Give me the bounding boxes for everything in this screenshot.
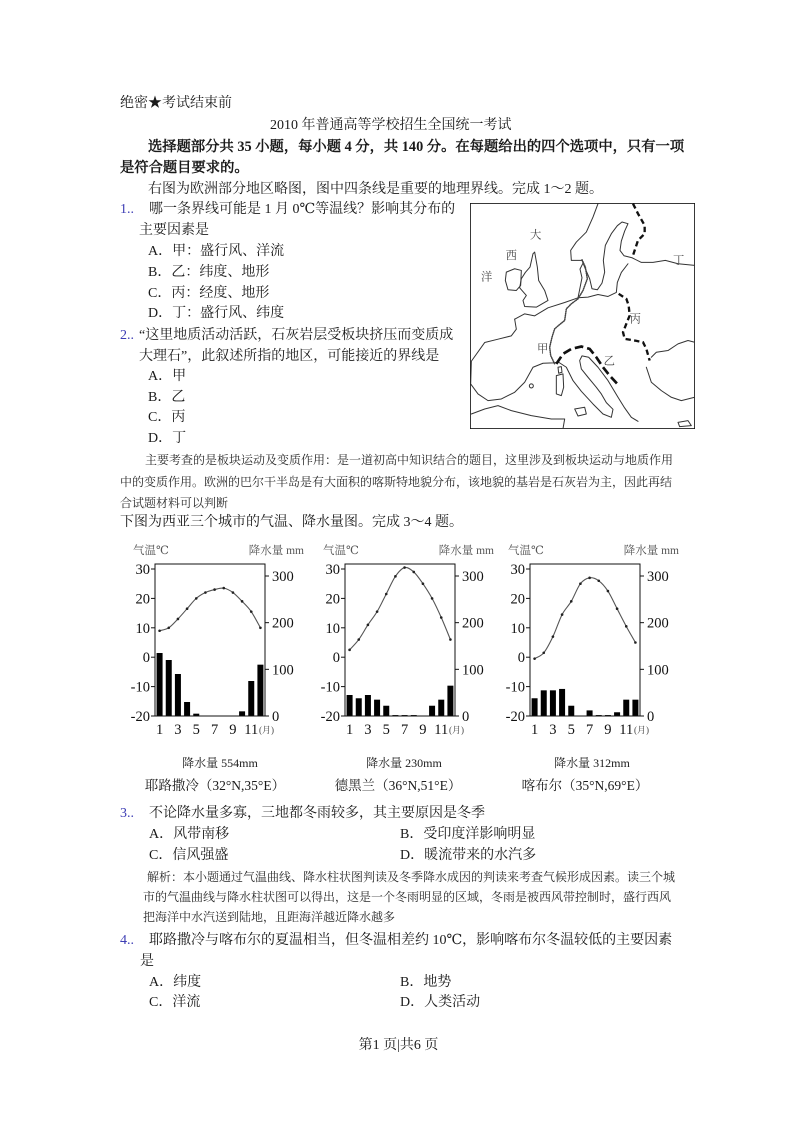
month-tick-label: 1 xyxy=(530,722,539,738)
month-tick-label: 7 xyxy=(210,722,219,738)
temperature-curve xyxy=(350,567,451,649)
month-tick-label: 5 xyxy=(567,722,575,738)
precipitation-tick-label: 300 xyxy=(462,569,484,585)
plot-frame xyxy=(345,564,455,716)
precipitation-tick-label: 300 xyxy=(272,569,294,585)
temperature-point xyxy=(552,635,555,638)
option-b[interactable]: B．受印度洋影响明显 xyxy=(400,827,536,842)
precipitation-axis-title: 降水量 mm xyxy=(248,545,304,557)
temperature-axis-title: 气温℃ xyxy=(323,545,359,557)
temperature-tick-label: 10 xyxy=(325,620,340,637)
temperature-tick-label: 20 xyxy=(510,591,525,608)
temperature-point xyxy=(616,607,619,610)
temperature-tick-label: 10 xyxy=(510,620,525,637)
month-tick-label: 7 xyxy=(400,722,409,738)
temperature-point xyxy=(440,616,443,619)
temperature-point xyxy=(431,597,434,600)
explanation-line: 主要考查的是板块运动及变质作用：是一道初高中知识结合的题目，这里涉及到板块运动与地质作用 xyxy=(145,453,674,467)
precipitation-bar xyxy=(184,702,190,716)
precipitation-bar xyxy=(438,700,444,716)
option-b[interactable]: B．地势 xyxy=(400,975,452,990)
precipitation-tick-label: 100 xyxy=(462,662,484,679)
precipitation-bar xyxy=(365,695,371,716)
temperature-point xyxy=(385,593,388,596)
temperature-point xyxy=(250,610,253,613)
temperature-tick-label: 0 xyxy=(142,650,150,667)
explanation-line: 中的变质作用。欧洲的巴尔干半岛是有大面积的喀斯特地貌分布，该地貌的基岩是石灰岩为主，因此再结 xyxy=(120,475,673,489)
month-unit-label: (月) xyxy=(634,725,649,735)
temperature-tick-label: 30 xyxy=(135,562,150,578)
map-label-bing: 丙 xyxy=(629,313,642,326)
month-tick-label: 11 xyxy=(434,722,449,738)
temperature-tick-label: -20 xyxy=(320,709,340,725)
option-c[interactable]: C．洋流 xyxy=(149,995,201,1010)
precipitation-bar xyxy=(541,690,547,716)
temperature-point xyxy=(588,577,591,580)
chart-city-caption: 德黑兰（36°N,51°E） xyxy=(334,778,462,793)
temperature-point xyxy=(449,638,452,641)
precipitation-bar xyxy=(632,700,638,716)
explanation-line: 解析：本小题通过气温曲线、降水柱状图判读及冬季降水成因的判读来考查气候形成因素。读三个城 xyxy=(147,870,676,884)
temperature-point xyxy=(561,613,564,616)
precipitation-bar xyxy=(614,712,620,716)
temperature-point xyxy=(570,600,573,603)
europe-map xyxy=(470,203,695,429)
option-d[interactable]: D．丁：盛行风、纬度 xyxy=(148,306,285,321)
temperature-tick-label: 20 xyxy=(135,591,150,608)
temperature-point xyxy=(394,575,397,578)
instructions-line-1: 选择题部分共 35 小题，每小题 4 分，共 140 分。在每题给出的四个选项中，只有一项 xyxy=(148,139,685,155)
precipitation-tick-label: 100 xyxy=(272,662,294,679)
temperature-point xyxy=(241,600,244,603)
chart-city-caption: 喀布尔（35°N,69°E） xyxy=(521,778,649,793)
precipitation-tick-label: 300 xyxy=(647,569,669,585)
month-tick-label: 5 xyxy=(192,722,200,738)
map-label-atlantic-da: 大 xyxy=(529,229,542,242)
temperature-tick-label: 10 xyxy=(135,620,150,637)
temperature-point xyxy=(348,649,351,652)
question-text: 主要因素是 xyxy=(139,223,209,238)
temperature-point xyxy=(542,651,545,654)
page-footer: 第1 页|共6 页 xyxy=(358,1038,439,1053)
precipitation-tick-label: 0 xyxy=(272,709,280,725)
temperature-tick-label: 20 xyxy=(325,591,340,608)
climate-chart-kabul xyxy=(490,540,690,745)
precipitation-tick-label: 100 xyxy=(647,662,669,679)
question-text: 耶路撒冷与喀布尔的夏温相当，但冬温相差约 10℃，影响喀布尔冬温较低的主要因素 xyxy=(149,933,673,948)
temperature-point xyxy=(367,624,370,627)
section-2-intro: 下图为西亚三个城市的气温、降水量图。完成 3～4 题。 xyxy=(120,515,463,530)
question-text: 大理石”，此叙述所指的地区，可能接近的界线是 xyxy=(139,349,440,364)
question-number: 3.. xyxy=(120,806,134,821)
temperature-tick-label: 0 xyxy=(517,650,525,667)
climate-chart-tehran xyxy=(305,540,505,745)
temperature-point xyxy=(259,627,262,630)
temperature-axis-title: 气温℃ xyxy=(508,545,544,557)
precipitation-bar xyxy=(356,698,362,716)
precipitation-tick-label: 200 xyxy=(272,615,294,632)
temperature-point xyxy=(579,582,582,585)
question-text: 哪一条界线可能是 1 月 0℃等温线？影响其分布的 xyxy=(149,202,456,217)
option-d[interactable]: D．丁 xyxy=(148,431,187,446)
precipitation-axis-title: 降水量 mm xyxy=(623,545,679,557)
temperature-point xyxy=(195,597,198,600)
temperature-axis-title: 气温℃ xyxy=(133,545,169,557)
precipitation-bar xyxy=(559,689,565,716)
temperature-curve xyxy=(535,578,636,659)
precipitation-tick-label: 0 xyxy=(462,709,470,725)
month-tick-label: 9 xyxy=(419,722,427,738)
month-tick-label: 1 xyxy=(345,722,354,738)
temperature-tick-label: 30 xyxy=(325,562,340,578)
temperature-point xyxy=(204,591,207,594)
precipitation-bar xyxy=(257,665,263,716)
section-1-intro: 右图为欧洲部分地区略图，图中四条线是重要的地理界线。完成 1～2 题。 xyxy=(148,182,603,197)
precipitation-bar xyxy=(623,700,629,716)
temperature-point xyxy=(186,607,189,610)
map-label-jia: 甲 xyxy=(536,343,549,356)
temperature-point xyxy=(222,587,225,590)
chart-precipitation-total: 降水量 312mm xyxy=(554,756,630,770)
temperature-point xyxy=(213,588,216,591)
question-text: 不论降水量多寡，三地都冬雨较多，其主要原因是冬季 xyxy=(149,806,485,821)
question-text: “这里地质活动活跃，石灰岩层受板块挤压而变质成 xyxy=(139,328,454,343)
exam-title: 2010 年普通高等学校招生全国统一考试 xyxy=(270,118,512,133)
temperature-point xyxy=(607,590,610,593)
map-label-ding: 丁 xyxy=(672,254,685,267)
chart-precipitation-total: 降水量 554mm xyxy=(182,756,258,770)
temperature-tick-label: -10 xyxy=(505,679,525,696)
month-tick-label: 9 xyxy=(229,722,237,738)
temperature-point xyxy=(177,618,180,621)
precipitation-bar xyxy=(587,710,593,716)
option-d[interactable]: D．人类活动 xyxy=(400,995,481,1010)
temperature-point xyxy=(422,582,425,585)
option-a[interactable]: A．甲 xyxy=(148,369,187,384)
precipitation-tick-label: 0 xyxy=(647,709,655,725)
temperature-point xyxy=(634,641,637,644)
map-border xyxy=(470,203,694,428)
question-number: 4.. xyxy=(120,933,134,948)
instructions-line-2: 是符合题目要求的。 xyxy=(120,160,249,176)
temperature-point xyxy=(167,627,170,630)
month-tick-label: 7 xyxy=(585,722,594,738)
precipitation-axis-title: 降水量 mm xyxy=(438,545,494,557)
temperature-curve xyxy=(160,588,261,631)
question-number: 1.. xyxy=(120,202,134,217)
option-c[interactable]: C．信风强盛 xyxy=(149,848,229,863)
option-b[interactable]: B．乙 xyxy=(148,390,186,405)
temperature-tick-label: -20 xyxy=(130,709,150,725)
temperature-point xyxy=(625,625,628,628)
temperature-tick-label: 30 xyxy=(510,562,525,578)
precipitation-bar xyxy=(429,706,435,716)
option-c[interactable]: C．丙：经度、地形 xyxy=(148,286,270,301)
temperature-point xyxy=(232,591,235,594)
precipitation-bar xyxy=(175,674,181,716)
temperature-point xyxy=(158,629,161,632)
precipitation-bar xyxy=(568,706,574,716)
precipitation-bar xyxy=(166,660,172,716)
option-c[interactable]: C．丙 xyxy=(148,410,186,425)
precipitation-bar xyxy=(383,706,389,716)
confidential-label: 绝密★考试结束前 xyxy=(120,96,232,111)
precipitation-bar xyxy=(248,681,254,716)
explanation-line: 把海洋中水汽送到陆地，且距海洋越近降水越多 xyxy=(143,910,396,924)
map-label-atlantic-yang: 洋 xyxy=(480,271,493,284)
month-tick-label: 3 xyxy=(549,722,557,738)
option-a[interactable]: A．风带南移 xyxy=(149,827,230,842)
month-tick-label: 9 xyxy=(604,722,612,738)
temperature-point xyxy=(597,579,600,582)
month-tick-label: 11 xyxy=(619,722,634,738)
explanation-line: 市的气温曲线与降水柱状图可以得出，这是一个冬雨明显的区域，冬雨是被西风带控制时，盛行西风 xyxy=(143,890,672,904)
month-tick-label: 5 xyxy=(382,722,390,738)
option-b[interactable]: B．乙：纬度、地形 xyxy=(148,265,270,280)
temperature-tick-label: 0 xyxy=(332,650,340,667)
precipitation-bar xyxy=(374,700,380,716)
temperature-point xyxy=(357,638,360,641)
precipitation-tick-label: 200 xyxy=(647,615,669,632)
month-unit-label: (月) xyxy=(259,725,274,735)
map-label-atlantic-xi: 西 xyxy=(505,250,518,263)
precipitation-bar xyxy=(532,698,538,716)
question-text: 是 xyxy=(140,954,154,969)
temperature-point xyxy=(376,610,379,613)
option-d[interactable]: D．暖流带来的水汽多 xyxy=(400,848,537,863)
chart-city-caption: 耶路撒冷（32°N,35°E） xyxy=(144,778,286,793)
temperature-tick-label: -10 xyxy=(130,679,150,696)
climate-chart-jerusalem xyxy=(115,540,315,745)
option-a[interactable]: A．纬度 xyxy=(149,975,202,990)
option-a[interactable]: A．甲：盛行风、洋流 xyxy=(148,244,285,259)
temperature-tick-label: -20 xyxy=(505,709,525,725)
temperature-point xyxy=(403,566,406,569)
temperature-point xyxy=(533,657,536,660)
month-tick-label: 3 xyxy=(364,722,372,738)
temperature-point xyxy=(412,571,415,574)
precipitation-tick-label: 200 xyxy=(462,615,484,632)
month-tick-label: 1 xyxy=(155,722,164,738)
precipitation-bar xyxy=(347,695,353,716)
precipitation-bar xyxy=(157,653,163,716)
precipitation-bar xyxy=(447,686,453,716)
precipitation-bar xyxy=(550,690,556,716)
month-tick-label: 3 xyxy=(174,722,182,738)
chart-precipitation-total: 降水量 230mm xyxy=(366,756,442,770)
question-number: 2.. xyxy=(120,328,134,343)
temperature-tick-label: -10 xyxy=(320,679,340,696)
explanation-line: 合试题材料可以判断 xyxy=(120,496,229,510)
precipitation-bar xyxy=(239,711,245,716)
month-unit-label: (月) xyxy=(449,725,464,735)
month-tick-label: 11 xyxy=(244,722,259,738)
map-label-yi: 乙 xyxy=(603,355,616,368)
